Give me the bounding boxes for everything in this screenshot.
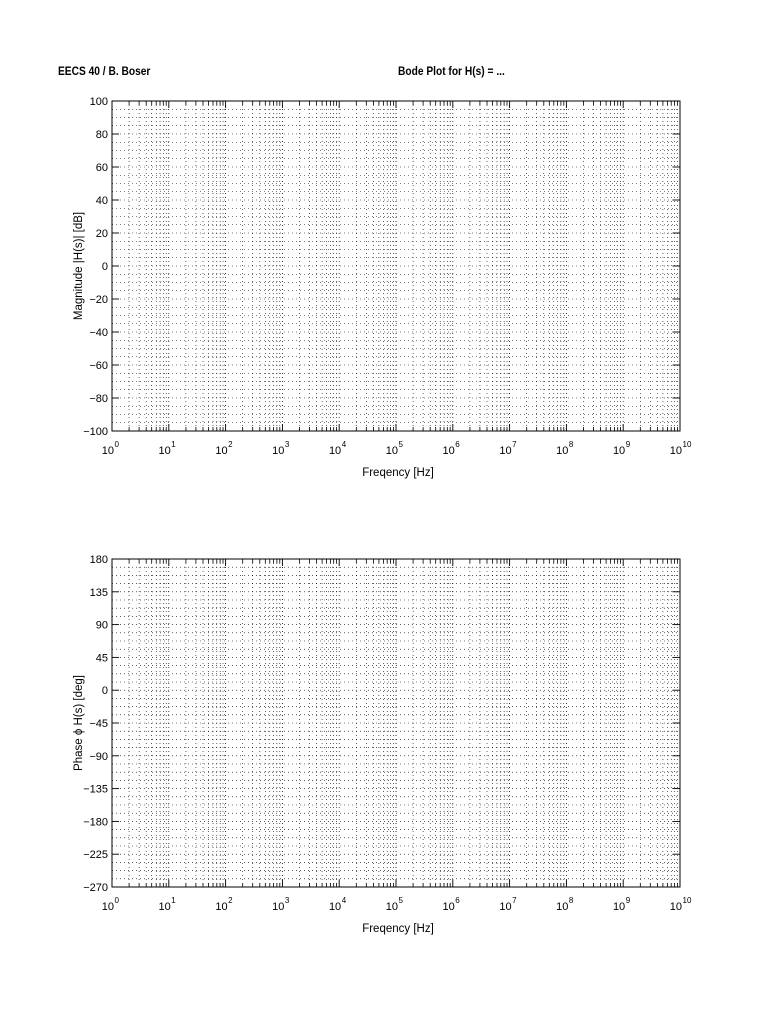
x-tick-label-base: 10 bbox=[556, 445, 569, 457]
y-tick-label: −180 bbox=[83, 816, 108, 829]
x-tick-label-exponent: 3 bbox=[284, 440, 290, 449]
x-tick-label-base: 10 bbox=[499, 901, 512, 913]
x-tick-label-exponent: 5 bbox=[398, 896, 403, 905]
x-axis-label: Freqency [Hz] bbox=[362, 923, 434, 935]
x-tick-label bbox=[215, 896, 233, 913]
x-tick-label bbox=[556, 440, 574, 457]
x-tick-label bbox=[613, 896, 631, 913]
x-tick-label-exponent: 7 bbox=[512, 896, 517, 905]
y-tick-label: 0 bbox=[101, 685, 108, 698]
page-title: Bode Plot for H(s) = ... bbox=[398, 64, 505, 78]
x-tick-label-base: 10 bbox=[101, 901, 114, 913]
x-tick-label-base: 10 bbox=[556, 901, 569, 913]
x-tick-label-base: 10 bbox=[328, 445, 342, 457]
x-tick-label-base: 10 bbox=[385, 901, 398, 913]
x-tick-label-exponent: 4 bbox=[341, 896, 347, 905]
y-tick-label: −90 bbox=[89, 750, 108, 763]
x-tick-label bbox=[386, 440, 404, 457]
x-tick-label-exponent: 9 bbox=[625, 896, 631, 905]
y-tick-label: 180 bbox=[89, 554, 108, 566]
y-tick-label: 100 bbox=[89, 96, 108, 108]
x-tick-label-exponent: 3 bbox=[284, 896, 290, 905]
x-tick-label bbox=[215, 440, 233, 457]
y-tick-label: 0 bbox=[101, 261, 108, 273]
y-tick-label: −45 bbox=[89, 718, 108, 730]
x-tick-label-exponent: 8 bbox=[568, 440, 574, 449]
x-tick-label-exponent: 5 bbox=[398, 440, 403, 449]
y-axis-label: Magnitude |H(s)| [dB] bbox=[73, 211, 85, 321]
x-tick-label-exponent: 6 bbox=[455, 440, 460, 449]
phase-plot bbox=[0, 490, 768, 950]
x-tick-label-exponent: 0 bbox=[114, 896, 119, 905]
x-tick-label-base: 10 bbox=[442, 445, 455, 457]
x-tick-label-base: 10 bbox=[328, 901, 342, 913]
x-tick-label-exponent: 8 bbox=[568, 896, 574, 905]
x-tick-label bbox=[386, 896, 404, 913]
x-tick-label-exponent: 9 bbox=[625, 440, 631, 449]
y-tick-label: −270 bbox=[83, 882, 108, 894]
x-tick-label bbox=[272, 896, 290, 913]
x-tick-label-base: 10 bbox=[385, 445, 398, 457]
x-tick-label-base: 10 bbox=[669, 901, 682, 913]
x-tick-label-exponent: 10 bbox=[682, 896, 692, 905]
y-tick-label: −80 bbox=[89, 393, 108, 405]
y-tick-label: 45 bbox=[95, 652, 108, 665]
y-tick-label: 135 bbox=[89, 586, 108, 599]
x-tick-label bbox=[272, 440, 290, 457]
x-tick-label bbox=[443, 440, 461, 457]
x-tick-label-base: 10 bbox=[158, 901, 171, 913]
x-tick-label-exponent: 1 bbox=[171, 896, 176, 905]
x-tick-label bbox=[670, 896, 692, 913]
x-tick-label-base: 10 bbox=[669, 445, 682, 457]
x-tick-label-exponent: 2 bbox=[228, 440, 233, 449]
x-tick-label-exponent: 0 bbox=[114, 440, 119, 449]
grid bbox=[112, 101, 680, 431]
y-tick-label: 60 bbox=[95, 162, 108, 174]
x-tick-label-exponent: 6 bbox=[455, 896, 460, 905]
x-tick-label bbox=[329, 896, 347, 913]
x-tick-label bbox=[159, 440, 177, 457]
y-tick-label: −40 bbox=[89, 327, 108, 339]
x-tick-label-exponent: 4 bbox=[341, 440, 347, 449]
x-tick-label-base: 10 bbox=[272, 901, 285, 913]
x-tick-label bbox=[443, 896, 461, 913]
x-axis-label: Freqency [Hz] bbox=[362, 467, 434, 479]
y-tick-label: −100 bbox=[83, 426, 108, 438]
x-tick-label-base: 10 bbox=[215, 445, 228, 457]
y-tick-label: 80 bbox=[95, 129, 108, 141]
x-tick-label-base: 10 bbox=[612, 901, 626, 913]
x-tick-label bbox=[613, 440, 631, 457]
x-tick-label bbox=[102, 896, 120, 913]
y-tick-label: −20 bbox=[89, 294, 108, 306]
x-tick-label-base: 10 bbox=[215, 901, 228, 913]
x-tick-label bbox=[159, 896, 177, 913]
x-tick-label bbox=[499, 440, 517, 457]
y-tick-label: −225 bbox=[83, 849, 108, 862]
y-tick-label: 90 bbox=[95, 619, 108, 632]
magnitude-plot bbox=[0, 0, 768, 490]
x-tick-label-exponent: 10 bbox=[682, 440, 692, 449]
x-tick-label-base: 10 bbox=[158, 445, 171, 457]
x-tick-label bbox=[670, 440, 692, 457]
y-tick-label: 40 bbox=[95, 195, 108, 207]
author-label: EECS 40 / B. Boser bbox=[58, 64, 151, 78]
y-axis-label: Phase ϕ H(s) [deg] bbox=[73, 675, 85, 771]
x-tick-label bbox=[329, 440, 347, 457]
x-tick-label bbox=[499, 896, 517, 913]
y-tick-label: −135 bbox=[83, 783, 108, 796]
x-tick-label-base: 10 bbox=[101, 445, 114, 457]
x-tick-label-exponent: 1 bbox=[171, 440, 176, 449]
y-tick-label: 20 bbox=[95, 228, 108, 240]
x-tick-label bbox=[556, 896, 574, 913]
x-tick-label-base: 10 bbox=[499, 445, 512, 457]
x-tick-label bbox=[102, 440, 120, 457]
x-tick-label-base: 10 bbox=[272, 445, 285, 457]
x-tick-label-exponent: 7 bbox=[512, 440, 517, 449]
x-tick-label-exponent: 2 bbox=[228, 896, 233, 905]
x-tick-label-base: 10 bbox=[612, 445, 626, 457]
x-tick-label-base: 10 bbox=[442, 901, 455, 913]
y-tick-label: −60 bbox=[89, 360, 108, 372]
grid bbox=[112, 559, 680, 887]
